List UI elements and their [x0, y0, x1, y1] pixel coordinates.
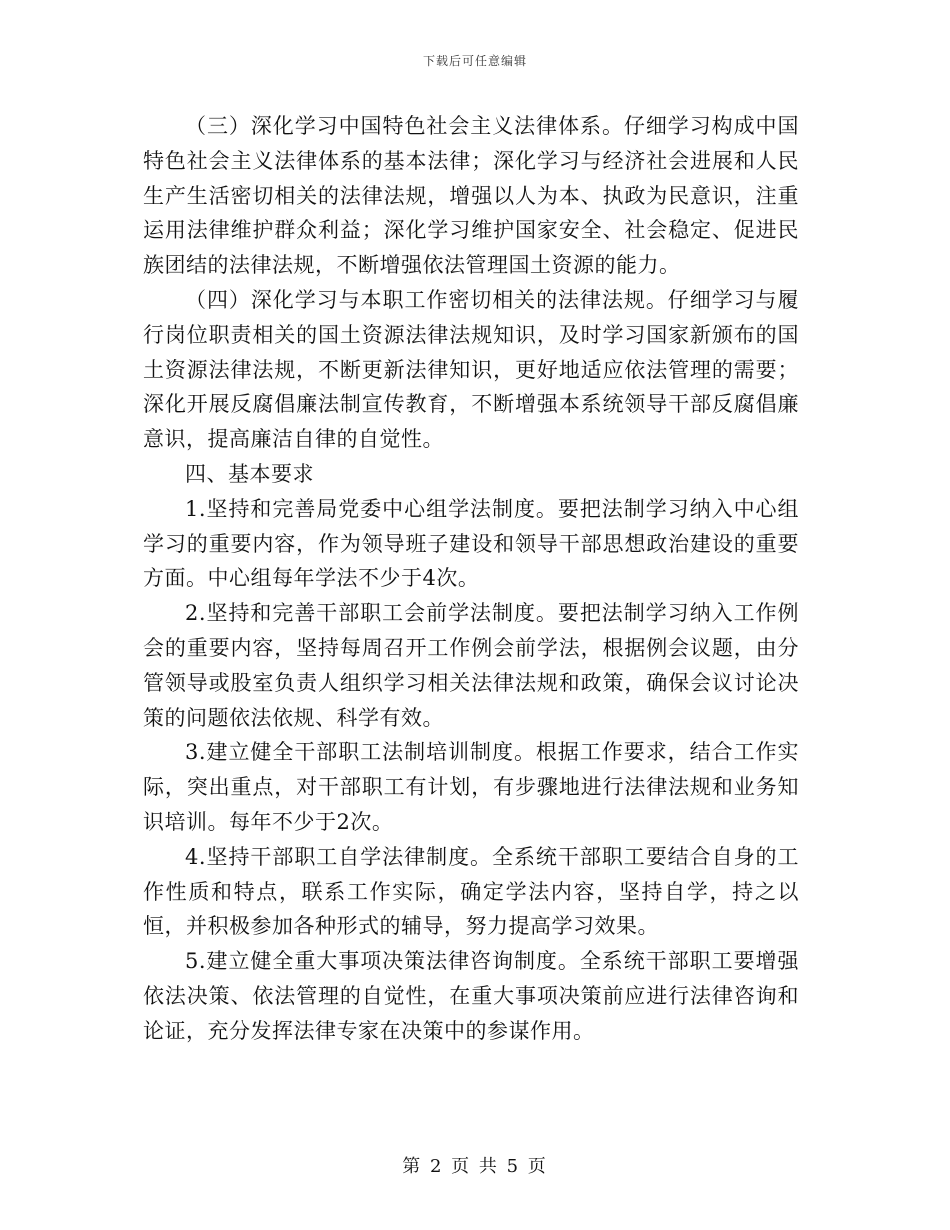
paragraph-requirement-3: 3.建立健全干部职工法制培训制度。根据工作要求，结合工作实际，突出重点，对干部职工有计划，有步骤地进行法律法规和业务知识培训。每年不少于2次。: [143, 740, 799, 834]
paragraph-requirement-4: 4.坚持干部职工自学法律制度。全系统干部职工要结合自身的工作性质和特点，联系工作实际，确定学法内容，坚持自学，持之以恒，并积极参加各种形式的辅导，努力提高学习效果。: [143, 844, 799, 939]
header-note: 下载后可任意编辑: [422, 54, 527, 68]
page-number: 第 2 页 共 5 页: [402, 1156, 548, 1177]
paragraph-section-4: （四）深化学习与本职工作密切相关的法律法规。仔细学习与履行岗位职责相关的国土资源法律法规知识，及时学习国家新颁布的国土资源法律法规，不断更新法律知识，更好地适应依法管理的需要；深化开展反腐倡廉法制宣传教育，不断增强本系统领导干部反腐倡廉意识，提高廉洁自律的自觉性。: [143, 287, 799, 452]
paragraph-requirement-1: 1.坚持和完善局党委中心组学法制度。要把法制学习纳入中心组学习的重要内容，作为领导班子建设和领导干部思想政治建设的重要方面。中心组每年学法不少于4次。: [143, 496, 799, 591]
paragraph-requirement-5: 5.建立健全重大事项决策法律咨询制度。全系统干部职工要增强依法决策、依法管理的自觉性，在重大事项决策前应进行法律咨询和论证，充分发挥法律专家在决策中的参谋作用。: [143, 949, 799, 1043]
document-body: [143, 109, 799, 1049]
paragraph-requirement-2: 2.坚持和完善干部职工会前学法制度。要把法制学习纳入工作例会的重要内容，坚持每周召开工作例会前学法，根据例会议题，由分管领导或股室负责人组织学习相关法律法规和政策，确保会议讨论决策的问题依法依规、科学有效。: [143, 601, 799, 730]
section-heading-basic-requirements: 四、基本要求: [185, 461, 314, 486]
paragraph-section-3: （三）深化学习中国特色社会主义法律体系。仔细学习构成中国特色社会主义法律体系的基本法律；深化学习与经济社会进展和人民生产生活密切相关的法律法规，增强以人为本、执政为民意识，注重运用法律维护群众利益；深化学习维护国家安全、社会稳定、促进民族团结的法律法规，不断增强依法管理国土资源的能力。: [143, 114, 799, 278]
